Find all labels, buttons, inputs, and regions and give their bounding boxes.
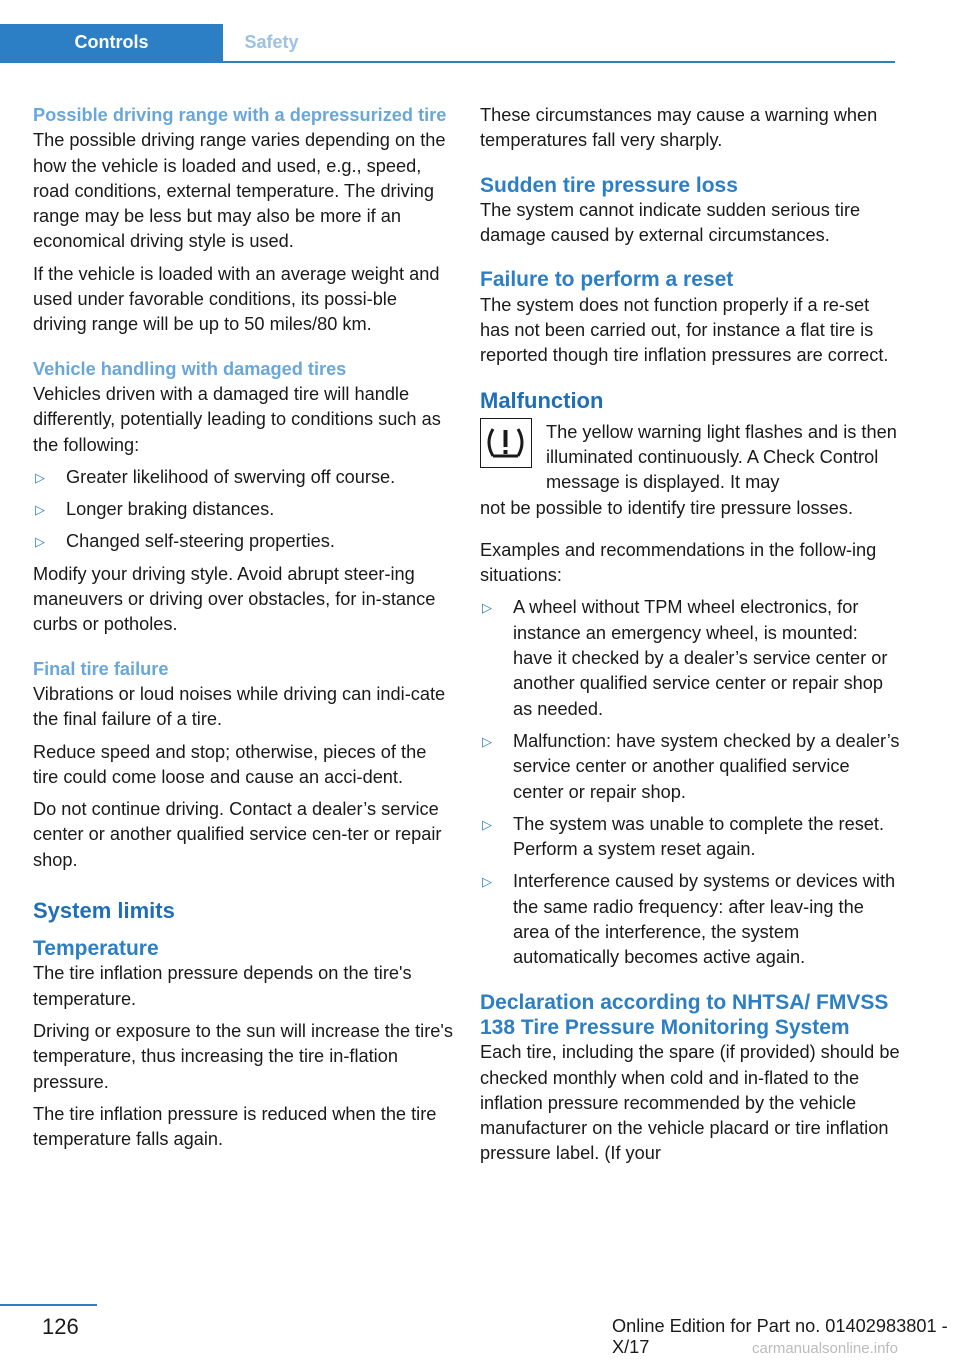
tab-controls[interactable]: Controls <box>0 24 223 61</box>
heading-final-tire-failure: Final tire failure <box>33 658 169 679</box>
tab-safety[interactable]: Safety <box>244 32 299 52</box>
edition-footer: Online Edition for Part no. 01402983801 - X/17 <box>612 1316 948 1357</box>
right-column <box>480 103 900 1174</box>
heading-malfunction: Malfunction <box>480 387 604 413</box>
list-item: ▷ Greater likelihood of swerving off course. <box>33 465 453 490</box>
left-column <box>33 103 453 1159</box>
examples-list <box>480 595 900 970</box>
list-item: ▷ A wheel without TPM wheel electronics, for instance an emergency wheel, is mounted: have it checked by a dealer’s service center or another qualified service center or repair shop as needed. <box>482 597 888 719</box>
heading-failure-reset: Failure to perform a reset <box>480 268 734 292</box>
triangle-bullet-icon: ▷ <box>35 502 45 518</box>
list-item: ▷ The system was unable to complete the reset. Perform a system reset again. <box>482 813 885 860</box>
triangle-bullet-icon: ▷ <box>35 534 45 550</box>
watermark: carmanualsonline.info <box>752 1340 898 1357</box>
triangle-bullet-icon: ▷ <box>482 600 492 616</box>
heading-driving-range: Possible driving range with a depressurized tire <box>33 105 447 125</box>
paragraph: not be possible to identify tire pressure losses. <box>480 497 854 518</box>
list-item: ▷ Malfunction: have system checked by a dealer’s service center or another qualified service center or repair shop. <box>482 730 900 802</box>
paragraph: The system cannot indicate sudden serious tire damage caused by external circumstances. <box>480 199 861 246</box>
heading-system-limits: System limits <box>33 898 175 924</box>
chapter-tabs <box>0 24 895 63</box>
paragraph: Reduce speed and stop; otherwise, pieces of the tire could come loose and cause an acci‐dent. <box>33 741 427 787</box>
heading-sudden-loss: Sudden tire pressure loss <box>480 173 738 197</box>
list-item: ▷ Interference caused by systems or devices with the same radio frequency: after leav‐ing the area of the interference, the system automatically becomes active again. <box>482 871 896 968</box>
heading-vehicle-handling: Vehicle handling with damaged tires <box>33 358 347 379</box>
paragraph: The system does not function properly if a re‐set has not been carried out, for instance a flat tire is reported though tire inflation pressures are correct. <box>480 294 889 366</box>
handling-list <box>33 465 453 555</box>
paragraph: The tire inflation pressure is reduced when the tire temperature falls again. <box>33 1103 437 1150</box>
heading-declaration: Declaration according to NHTSA/ FMVSS 138 Tire Pressure Monitoring System <box>480 990 889 1039</box>
paragraph: Vibrations or loud noises while driving can indi‐cate the final failure of a tire. <box>33 683 446 730</box>
triangle-bullet-icon: ▷ <box>482 816 492 832</box>
triangle-bullet-icon: ▷ <box>482 874 492 890</box>
paragraph: The tire inflation pressure depends on the tire's temperature. <box>33 963 412 1009</box>
triangle-bullet-icon: ▷ <box>35 469 45 485</box>
malfunction-block <box>480 414 900 521</box>
paragraph: Examples and recommendations in the follow‐ing situations: <box>480 539 877 586</box>
list-item: ▷ Changed self-steering properties. <box>33 529 453 554</box>
paragraph: Each tire, including the spare (if provided) should be checked monthly when cold and in‐flated to the inflation pressure recommended by the vehicle manufacturer on the vehicle placard or tire inflation pressure label. (If your <box>480 1042 900 1164</box>
list-item: ▷ Longer braking distances. <box>33 497 453 522</box>
triangle-bullet-icon: ▷ <box>482 733 492 749</box>
page-number-rule <box>0 1304 97 1306</box>
page-number: 126 <box>42 1314 79 1339</box>
paragraph: If the vehicle is loaded with an average weight and used under favorable conditions, its possi‐ble driving range will be up to 50 miles/80 km. <box>33 263 440 335</box>
tire-pressure-warning-icon <box>480 418 532 468</box>
paragraph: The possible driving range varies depending on the how the vehicle is loaded and used, e.g., speed, road conditions, external temperature. The driving range may be less but may also be more if an economical driving style is used. <box>33 130 446 252</box>
paragraph: Modify your driving style. Avoid abrupt steer‐ing maneuvers or driving over obstacles, for in‐stance curbs or potholes. <box>33 563 436 635</box>
paragraph: Driving or exposure to the sun will increase the tire's temperature, thus increasing the tire in‐flation pressure. <box>33 1020 453 1092</box>
paragraph: Do not continue driving. Contact a dealer’s service center or another qualified service cen‐ter or repair shop. <box>33 799 442 870</box>
heading-temperature: Temperature <box>33 937 159 961</box>
paragraph: The yellow warning light flashes and is then illuminated continuously. A Check Control message is displayed. It may <box>546 421 897 493</box>
paragraph: Vehicles driven with a damaged tire will handle differently, potentially leading to conditions such as the following: <box>33 383 441 455</box>
paragraph: These circumstances may cause a warning when temperatures fall very sharply. <box>480 105 878 151</box>
